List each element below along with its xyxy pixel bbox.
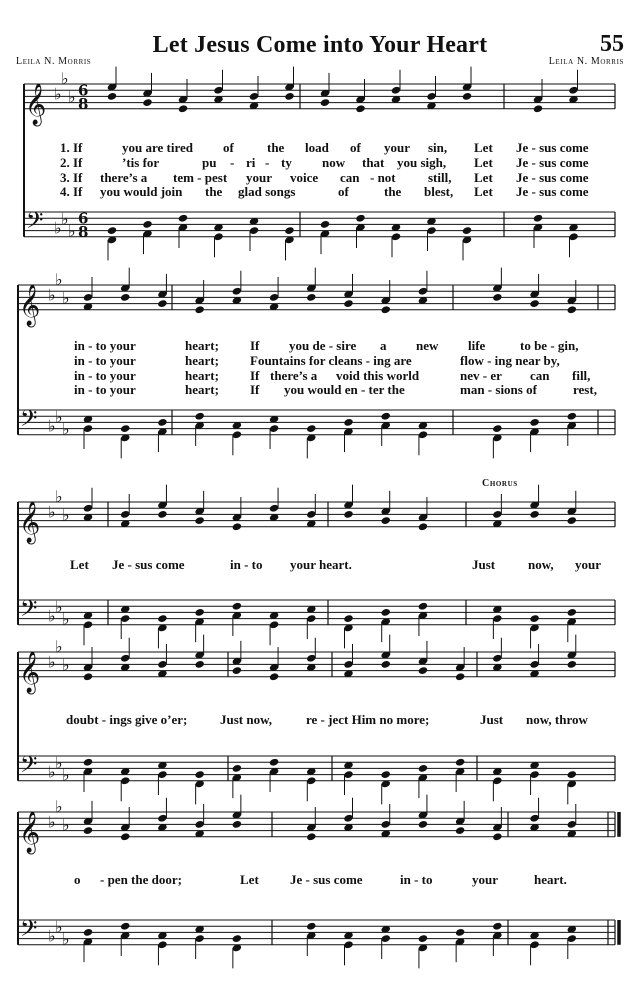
notehead [83, 758, 93, 767]
flat-icon: ♭ [62, 765, 70, 785]
lyric-syllable: Fountains for cleans - ing are [250, 352, 412, 368]
lyric-syllable: heart; [185, 382, 219, 398]
lyric-syllable: Je - sus come [516, 154, 589, 170]
notehead [194, 516, 204, 525]
lyric-syllable: in - to your [74, 338, 136, 353]
flat-icon: ♭ [55, 917, 63, 937]
verse-4-line-1 [60, 185, 620, 200]
notehead [178, 104, 188, 113]
lyric-syllable: now, [528, 557, 554, 572]
notehead [107, 226, 117, 235]
notehead [492, 832, 502, 841]
lyric-syllable: you de - sire [289, 338, 357, 353]
lyric-syllable: Je - sus come [516, 169, 589, 185]
flat-icon: ♭ [61, 68, 69, 88]
lyrics-system-1 [60, 141, 620, 200]
lyric-syllable: Let [474, 184, 493, 200]
lyric-syllable: the [384, 184, 402, 200]
notehead [418, 764, 428, 773]
lyric-syllable: your [384, 140, 410, 155]
lyric-syllable: tem - pest [173, 169, 228, 185]
chorus-label: Chorus [482, 478, 518, 489]
lyric-syllable: you are tired [122, 140, 194, 155]
lyric-syllable: Je - sus come [516, 140, 589, 155]
flat-icon: ♭ [55, 796, 63, 816]
lyric-syllable: glad songs [238, 184, 296, 200]
flat-icon: ♭ [48, 502, 56, 522]
lyric-syllable: o [74, 872, 81, 887]
time-signature-top: 6 [78, 209, 89, 228]
flat-icon: ♭ [48, 606, 56, 626]
notehead [418, 666, 428, 675]
lyric-syllable: you sigh, [397, 154, 447, 170]
lyric-syllable: Just [480, 712, 504, 727]
notehead [380, 770, 390, 779]
notehead [355, 104, 365, 113]
refrain-line-1 [70, 558, 620, 573]
flat-icon: ♭ [68, 221, 76, 241]
music-credit: Leila N. Morris [548, 56, 624, 67]
flat-icon: ♭ [48, 285, 56, 305]
flat-icon: ♭ [62, 288, 70, 308]
lyric-syllable: sin, [428, 140, 448, 155]
notehead [455, 758, 465, 767]
notehead [567, 516, 577, 525]
lyrics-system-5 [74, 873, 620, 888]
flat-icon: ♭ [54, 218, 62, 238]
lyric-syllable: a [380, 338, 387, 353]
verse-2-line-1 [60, 156, 620, 171]
notehead [380, 516, 390, 525]
lyric-syllable: flow - ing near by, [460, 352, 560, 368]
lyric-syllable: can [340, 169, 360, 185]
treble-clef-icon: 𝄞 [19, 812, 41, 854]
verse-4-line-2 [74, 383, 620, 398]
treble-clef-icon: 𝄞 [25, 84, 47, 126]
treble-clef-icon: 𝄞 [19, 502, 41, 544]
flat-icon: ♭ [62, 609, 70, 629]
bass-clef-icon: 𝄢 [20, 595, 38, 627]
treble-clef-icon: 𝄞 [19, 652, 41, 694]
time-signature-top: 6 [78, 81, 89, 100]
notehead [232, 764, 242, 773]
lyric-syllable: re - ject Him no more; [306, 712, 430, 727]
lyric-syllable: can [530, 367, 550, 383]
flat-icon: ♭ [55, 486, 63, 506]
notehead [567, 412, 577, 421]
notehead [380, 660, 390, 669]
lyric-syllable: void this world [336, 367, 420, 383]
time-signature-bottom: 8 [78, 94, 89, 113]
notehead [529, 614, 539, 623]
flat-icon: ♭ [62, 419, 70, 439]
lyric-syllable: - not [370, 169, 396, 185]
notehead [492, 922, 502, 931]
lyric-syllable: Let [474, 140, 493, 155]
notehead [533, 214, 543, 223]
flat-icon: ♭ [48, 416, 56, 436]
lyric-syllable: - pen the door; [100, 872, 182, 887]
notehead [462, 92, 472, 101]
notehead [380, 412, 390, 421]
notehead [232, 666, 242, 675]
lyric-syllable: there’s a [270, 367, 318, 383]
lyric-syllable: your [246, 169, 272, 185]
notehead [194, 305, 204, 314]
lyric-syllable: - [230, 154, 235, 170]
bass-clef-icon: 𝄢 [20, 405, 38, 437]
lyric-syllable: If [250, 367, 260, 383]
lyric-syllable: doubt - ings give o’er; [66, 712, 188, 727]
lyric-syllable: heart; [185, 367, 219, 383]
notehead [529, 418, 539, 427]
notehead [306, 424, 316, 433]
notehead [306, 293, 316, 302]
notehead [194, 412, 204, 421]
flat-icon: ♭ [55, 407, 63, 427]
verse-3-line-2 [74, 369, 620, 384]
lyric-syllable: of [350, 140, 361, 155]
notehead [232, 934, 242, 943]
lyric-syllable: Let [240, 872, 259, 887]
notehead [343, 418, 353, 427]
page-number: 55 [600, 31, 624, 57]
notehead [232, 820, 242, 829]
lyric-syllable: blest, [424, 184, 454, 200]
flat-icon: ♭ [62, 815, 70, 835]
lyric-syllable: Just [472, 557, 496, 572]
notehead [120, 424, 130, 433]
lyrics-system-4 [66, 713, 620, 728]
notehead [157, 299, 167, 308]
lyric-syllable: in - to [230, 557, 263, 572]
notehead [269, 672, 279, 681]
lyric-syllable: Let [70, 557, 89, 572]
flat-icon: ♭ [48, 762, 56, 782]
lyric-syllable: heart. [534, 872, 567, 887]
notehead [194, 608, 204, 617]
bass-clef-icon: 𝄢 [20, 915, 38, 947]
notehead [320, 220, 330, 229]
notehead [120, 922, 130, 931]
notehead [529, 299, 539, 308]
lyric-syllable: ri [246, 154, 256, 170]
notehead [567, 660, 577, 669]
notehead [157, 510, 167, 519]
lyric-syllable: in - to your [74, 352, 136, 368]
lyric-syllable: your heart. [290, 557, 352, 572]
notehead [418, 934, 428, 943]
lyric-syllable: man - sions of [460, 382, 537, 398]
notehead [284, 226, 294, 235]
lyric-syllable: the [267, 140, 285, 155]
lyric-syllable: fill, [572, 367, 591, 383]
lyric-syllable: 2. If [60, 154, 83, 170]
notehead [455, 672, 465, 681]
notehead [455, 928, 465, 937]
lyric-syllable: Let [474, 154, 493, 170]
flat-icon: ♭ [55, 597, 63, 617]
lyric-syllable: - [265, 154, 270, 170]
notehead [343, 299, 353, 308]
notehead [320, 98, 330, 107]
notehead [83, 672, 93, 681]
lyric-syllable: in - to your [74, 367, 136, 383]
lyric-syllable: Just now, [220, 712, 273, 727]
lyric-syllable: heart; [185, 338, 219, 353]
lyric-syllable: Let [474, 169, 493, 185]
verse-3-line-1 [60, 171, 620, 186]
lyric-syllable: still, [428, 169, 452, 185]
lyric-syllable: 3. If [60, 169, 83, 185]
notehead [380, 305, 390, 314]
notehead [418, 602, 428, 611]
lyric-syllable: nev - er [460, 367, 502, 383]
lyric-syllable: Je - sus come [290, 872, 363, 887]
notehead [343, 510, 353, 519]
lyric-syllable: ty [281, 154, 292, 170]
notehead [194, 770, 204, 779]
flat-icon: ♭ [62, 655, 70, 675]
lyric-syllable: rest, [573, 382, 597, 398]
notehead [380, 608, 390, 617]
notehead [83, 928, 93, 937]
notehead [567, 305, 577, 314]
notehead [157, 418, 167, 427]
lyric-syllable: of [338, 184, 349, 200]
flat-icon: ♭ [55, 636, 63, 656]
notehead [269, 758, 279, 767]
refrain-line-2 [66, 713, 620, 728]
flat-icon: ♭ [48, 812, 56, 832]
notehead [462, 226, 472, 235]
lyric-syllable: life [468, 338, 486, 353]
refrain-line-3 [74, 873, 620, 888]
flat-icon: ♭ [61, 209, 69, 229]
lyric-syllable: Je - sus come [112, 557, 185, 572]
verse-1-line-1 [60, 141, 620, 156]
treble-clef-icon: 𝄞 [19, 285, 41, 327]
lyric-syllable: new [416, 338, 439, 353]
notehead [418, 522, 428, 531]
flat-icon: ♭ [62, 505, 70, 525]
notehead [142, 98, 152, 107]
lyric-syllable: the [205, 184, 223, 200]
notehead [343, 614, 353, 623]
lyric-syllable: your [472, 872, 498, 887]
notehead [157, 614, 167, 623]
notehead [232, 602, 242, 611]
notehead [120, 832, 130, 841]
notehead [455, 826, 465, 835]
lyric-syllable: ’tis for [122, 154, 160, 170]
verse-2-line-2 [74, 354, 620, 369]
flat-icon: ♭ [54, 84, 62, 104]
lyric-syllable: you would en - ter the [284, 382, 405, 398]
lyrics-system-2 [74, 339, 620, 398]
words-credit: Leila N. Morris [16, 56, 92, 67]
notehead [232, 522, 242, 531]
notehead [529, 510, 539, 519]
lyric-syllable: now [322, 154, 346, 170]
bass-clef-icon: 𝄢 [26, 207, 44, 239]
notehead [533, 104, 543, 113]
lyric-syllable: 4. If [60, 184, 83, 200]
lyric-syllable: If [250, 338, 260, 353]
lyric-syllable: of [223, 140, 234, 155]
notehead [83, 826, 93, 835]
flat-icon: ♭ [48, 652, 56, 672]
lyric-syllable: your [575, 557, 601, 572]
lyric-syllable: voice [290, 169, 319, 185]
notehead [492, 293, 502, 302]
lyric-syllable: in - to [400, 872, 433, 887]
notehead [418, 820, 428, 829]
notehead [194, 660, 204, 669]
notehead [107, 92, 117, 101]
flat-icon: ♭ [62, 929, 70, 949]
lyric-syllable: there’s a [100, 169, 148, 185]
lyric-syllable: now, throw [526, 712, 588, 727]
lyric-syllable: heart; [185, 352, 219, 368]
verse-1-line-2 [74, 339, 620, 354]
lyric-syllable: If [250, 382, 260, 398]
lyric-syllable: load [305, 140, 329, 155]
notehead [306, 922, 316, 931]
flat-icon: ♭ [55, 753, 63, 773]
notehead [355, 214, 365, 223]
hymn-title: Let Jesus Come into Your Heart [152, 32, 488, 58]
notehead [306, 832, 316, 841]
lyric-syllable: to be - gin, [520, 338, 579, 353]
flat-icon: ♭ [55, 269, 63, 289]
time-signature-bottom: 8 [78, 222, 89, 241]
lyric-syllable: you would join [100, 184, 183, 200]
flat-icon: ♭ [48, 926, 56, 946]
notehead [120, 293, 130, 302]
lyric-syllable: that [362, 154, 385, 170]
notehead [142, 220, 152, 229]
notehead [284, 92, 294, 101]
notehead [567, 608, 577, 617]
notehead [567, 770, 577, 779]
lyric-syllable: pu [202, 154, 217, 170]
flat-icon: ♭ [68, 87, 76, 107]
notehead [492, 424, 502, 433]
lyrics-system-3 [70, 558, 620, 573]
lyric-syllable: in - to your [74, 382, 136, 398]
lyric-syllable: Je - sus come [516, 184, 589, 200]
notehead [178, 214, 188, 223]
bass-clef-icon: 𝄢 [20, 751, 38, 783]
lyric-syllable: 1. If [60, 140, 83, 155]
